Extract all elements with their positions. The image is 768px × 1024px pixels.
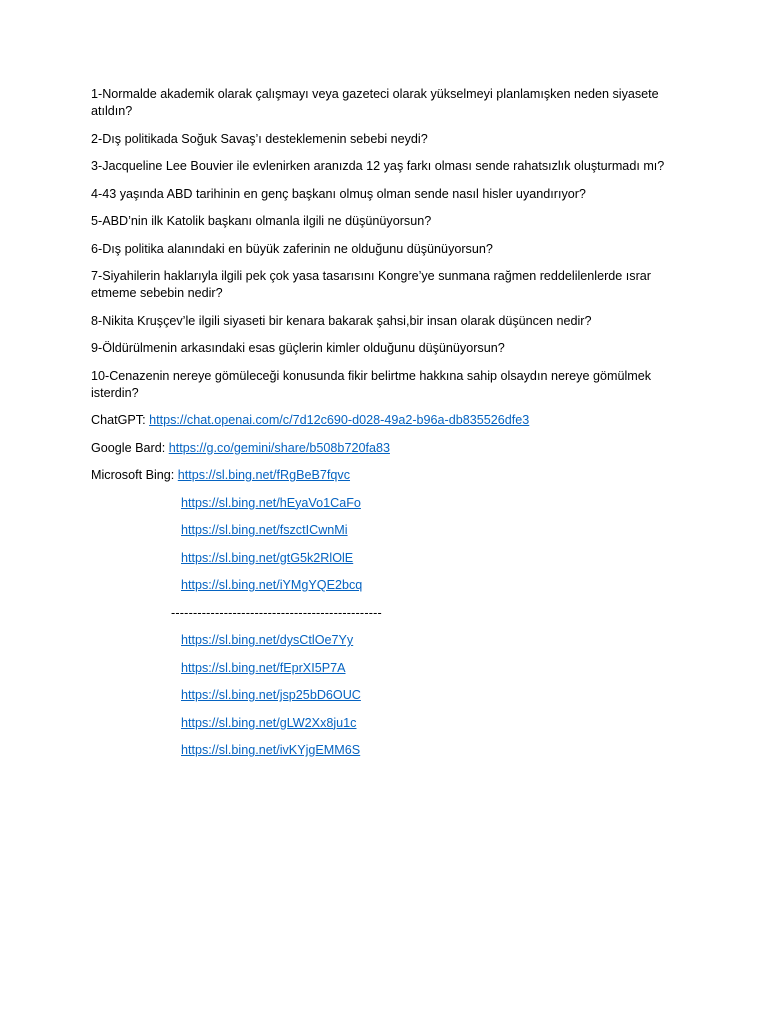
bing-link-line-9: [91, 715, 681, 732]
question-3: 3-Jacqueline Lee Bouvier ile evlenirken aranızda 12 yaş farkı olması sende rahatsızlık oluşturmadı mı?: [91, 159, 665, 173]
bing-link-line-6: [91, 632, 681, 649]
bard-line: [91, 440, 681, 457]
bing-link-line-10: [91, 742, 681, 759]
question-2: 2-Dış politikada Soğuk Savaş’ı desteklemenin sebebi neydi?: [91, 131, 428, 146]
bing-link-8[interactable]: https://sl.bing.net/jsp25bD6OUC: [181, 688, 361, 702]
question-8: 8-Nikita Kruşçev’le ilgili siyaseti bir kenara bakarak şahsi,bir insan olarak düşüncen nedir?: [91, 313, 592, 328]
bing-link-line-4: [91, 550, 681, 567]
bing-link-1[interactable]: https://sl.bing.net/fRgBeB7fqvc: [177, 468, 351, 482]
chatgpt-link[interactable]: https://chat.openai.com/c/7d12c690-d028-49a2-b96a-db835526dfe3: [149, 413, 530, 427]
bing-link-line-2: [91, 495, 681, 512]
question-5: 5-ABD’nin ilk Katolik başkanı olmanla ilgili ne düşünüyorsun?: [91, 214, 432, 228]
question-10: 10-Cenazenin nereye gömüleceği konusunda fikir belirtme hakkına sahip olsaydın nereye gömülmek isterdin?: [91, 368, 652, 400]
bing-link-7[interactable]: https://sl.bing.net/fEprXI5P7A: [181, 660, 346, 675]
bard-label: Google Bard:: [91, 440, 169, 455]
bing-link-6[interactable]: https://sl.bing.net/dysCtlOe7Yy: [181, 633, 354, 647]
chatgpt-line: [91, 412, 681, 429]
bing-link-2[interactable]: https://sl.bing.net/hEyaVo1CaFo: [181, 495, 361, 510]
bing-link-10[interactable]: https://sl.bing.net/ivKYjgEMM6S: [181, 743, 361, 757]
bing-label: Microsoft Bing:: [91, 468, 178, 482]
question-7: 7-Siyahilerin haklarıyla ilgili pek çok yasa tasarısını Kongre’ye sunmana rağmen reddelilenlerde ısrar etmeme sebebin nedir?: [91, 269, 651, 300]
dashed-separator: ------------------------------------------------: [171, 605, 382, 620]
question-9: 9-Öldürülmenin arkasındaki esas güçlerin kimler olduğunu düşünüyorsun?: [91, 341, 505, 355]
bing-link-9[interactable]: https://sl.bing.net/gLW2Xx8ju1c: [181, 715, 357, 730]
document-body: [91, 86, 681, 770]
question-6: 6-Dış politika alanındaki en büyük zaferinin ne olduğunu düşünüyorsun?: [91, 241, 493, 256]
bing-line: [91, 467, 681, 484]
bing-link-line-5: [91, 577, 681, 594]
bing-link-line-8: [91, 687, 681, 704]
bing-link-4[interactable]: https://sl.bing.net/gtG5k2RlOlE: [181, 550, 354, 565]
bard-link[interactable]: https://g.co/gemini/share/b508b720fa83: [168, 440, 390, 455]
bing-link-line-7: [91, 660, 681, 677]
bing-link-5[interactable]: https://sl.bing.net/iYMgYQE2bcq: [181, 578, 363, 592]
bing-link-line-3: [91, 522, 681, 539]
bing-link-3[interactable]: https://sl.bing.net/fszctICwnMi: [181, 523, 348, 537]
chatgpt-label: ChatGPT:: [91, 413, 150, 427]
question-4: 4-43 yaşında ABD tarihinin en genç başkanı olmuş olman sende nasıl hisler uyandırıyor?: [91, 186, 586, 201]
question-1: 1-Normalde akademik olarak çalışmayı veya gazeteci olarak yükselmeyi planlamışken neden siyasete atıldın?: [91, 87, 659, 118]
